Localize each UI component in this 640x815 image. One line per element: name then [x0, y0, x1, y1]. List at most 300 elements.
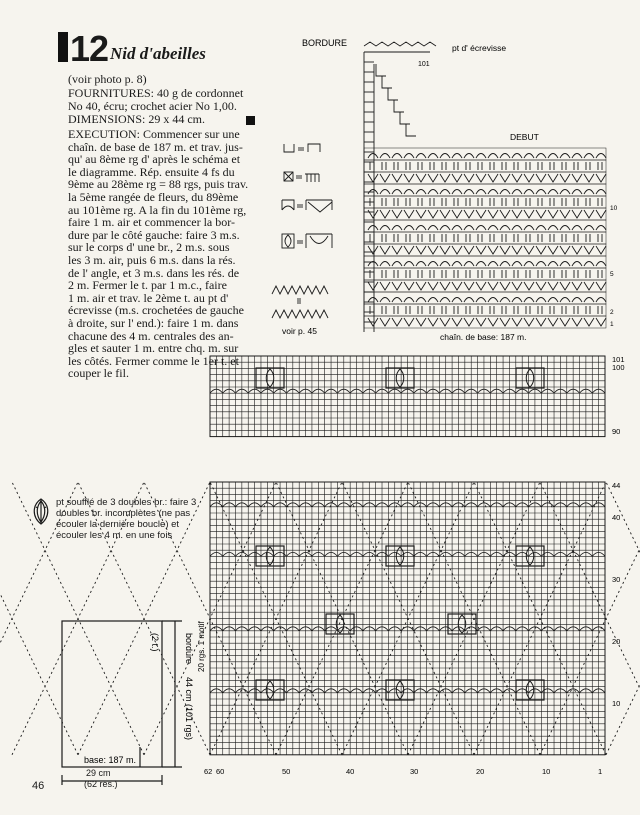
execution-line: chacune des 4 m. centrales des an- — [68, 328, 234, 343]
arch-mark — [452, 226, 462, 231]
supplies-line: No 40, écru; crochet acier No 1,00. — [68, 98, 237, 113]
dimensions-value: 29 x 44 cm. — [148, 112, 206, 126]
corner-step — [406, 124, 416, 136]
zigzag-mark — [536, 246, 546, 254]
arch-mark — [392, 154, 402, 159]
zigzag-mark — [572, 174, 582, 182]
schematic-height-label: 44 cm (101 rgs) — [184, 677, 194, 741]
photo-reference: (voir photo p. 8) — [68, 72, 147, 86]
corner-step — [400, 112, 410, 124]
row-mark: 10 — [610, 205, 618, 212]
execution-line: faire 1 m. air et commencer la bor- — [68, 215, 236, 230]
zigzag-mark — [404, 246, 414, 254]
arch-mark — [596, 154, 606, 159]
zigzag-symbol — [272, 286, 328, 294]
chart-col-mark: 50 — [282, 767, 291, 776]
arch-mark — [440, 226, 450, 231]
lattice-line — [606, 482, 640, 755]
zigzag-mark — [380, 246, 390, 254]
arch-mark — [428, 298, 438, 303]
supplies-block — [68, 87, 268, 112]
bobble-block-symbol — [282, 234, 294, 248]
chart-col-mark: 62 — [204, 767, 213, 776]
zigzag-mark — [548, 282, 558, 290]
zigzag-mark — [500, 282, 510, 290]
arch-mark — [560, 226, 570, 231]
zigzag-mark — [536, 210, 546, 218]
arch-mark — [380, 190, 390, 195]
start-row — [364, 256, 606, 268]
execution-line: les 3 m. air, puis 6 m.s. dans la rés. — [68, 252, 236, 267]
see-page-label: voir p. 45 — [282, 326, 317, 336]
bobble-legend-line: pt soufflé de 3 doubles br.: faire 3 — [56, 497, 197, 508]
zigzag-mark — [524, 210, 534, 218]
execution-line: chaîn. de base de 187 m. et trav. jus- — [68, 139, 243, 154]
zigzag-mark — [416, 318, 426, 326]
arch-mark — [476, 154, 486, 159]
zigzag-mark — [560, 318, 570, 326]
zigzag-mark — [440, 318, 450, 326]
zigzag-mark — [392, 174, 402, 182]
zigzag-mark — [560, 210, 570, 218]
flower-motif — [516, 368, 544, 388]
arch-mark — [524, 226, 534, 231]
zigzag-chart-symbol — [272, 310, 328, 318]
zigzag-mark — [596, 174, 606, 182]
arch-mark — [572, 190, 582, 195]
execution-line: Commencer sur une — [143, 127, 240, 141]
zigzag-mark — [380, 174, 390, 182]
zigzag-mark — [548, 318, 558, 326]
zigzag-mark — [560, 246, 570, 254]
execution-line: couper le fil. — [68, 366, 129, 381]
chart-row-mark: 40 — [612, 513, 621, 522]
bobble-legend-text — [56, 497, 206, 541]
start-row — [364, 316, 606, 328]
schematic-width-rows: (62 rés.) — [84, 779, 118, 789]
arch-mark — [476, 298, 486, 303]
arch-mark — [428, 154, 438, 159]
bobble-legend-line: écouler les 4 m. en une fois — [56, 530, 173, 541]
flower-motif — [516, 680, 544, 700]
arch-mark — [476, 190, 486, 195]
start-row — [364, 172, 606, 184]
arch-mark — [476, 262, 486, 267]
arch-mark — [500, 226, 510, 231]
arch-mark — [416, 298, 426, 303]
zigzag-mark — [512, 318, 522, 326]
execution-line: qu' au 8ème rg d' après le schéma et — [68, 152, 241, 167]
corner-step — [388, 88, 398, 100]
arch-mark — [500, 262, 510, 267]
zigzag-mark — [584, 210, 594, 218]
arch-mark — [512, 262, 522, 267]
chart-col-mark: 30 — [410, 767, 419, 776]
execution-label: EXECUTION: — [68, 127, 140, 141]
arch-mark — [380, 154, 390, 159]
chart-col-mark: 40 — [346, 767, 355, 776]
corner-step — [382, 76, 392, 88]
zigzag-mark — [464, 318, 474, 326]
zigzag-mark — [416, 246, 426, 254]
chart-col-mark: 10 — [542, 767, 551, 776]
arch-mark — [500, 298, 510, 303]
bobble-mark — [396, 369, 404, 387]
arch-mark — [380, 298, 390, 303]
zigzag-mark — [428, 282, 438, 290]
zigzag-mark — [548, 210, 558, 218]
mesh-chart-symbol — [308, 144, 320, 152]
arch-mark — [584, 262, 594, 267]
zigzag-mark — [476, 282, 486, 290]
zigzag-mark — [440, 174, 450, 182]
arch-chart-symbol — [306, 200, 332, 212]
zigzag-mark — [452, 246, 462, 254]
arch-mark — [452, 190, 462, 195]
chart-col-mark: 60 — [216, 767, 225, 776]
execution-block — [68, 128, 268, 380]
schematic-rectangle — [62, 621, 162, 767]
bobble-mark — [396, 681, 404, 699]
execution-line: 1 m. air et trav. le 2ème t. au pt d' — [68, 290, 229, 305]
end-square-marker — [246, 116, 255, 125]
start-row — [364, 268, 606, 280]
arch-mark — [476, 226, 486, 231]
bobble-legend-line: écouler la dernière boucle) et — [56, 519, 180, 530]
arch-mark — [536, 154, 546, 159]
zigzag-mark — [476, 318, 486, 326]
arch-mark — [440, 190, 450, 195]
zigzag-mark — [416, 174, 426, 182]
zigzag-mark — [416, 282, 426, 290]
zigzag-mark — [404, 282, 414, 290]
arch-mark — [536, 298, 546, 303]
corner-step — [376, 64, 386, 76]
zigzag-mark — [416, 210, 426, 218]
zigzag-mark — [488, 246, 498, 254]
arch-mark — [464, 154, 474, 159]
arch-mark — [416, 190, 426, 195]
zigzag-mark — [380, 318, 390, 326]
chart-row-mark: 20 — [612, 637, 621, 646]
chart-row-mark: 100 — [612, 363, 625, 372]
arch-mark — [488, 262, 498, 267]
zigzag-mark — [380, 210, 390, 218]
zigzag-mark — [464, 246, 474, 254]
zigzag-mark — [392, 210, 402, 218]
arch-mark — [416, 262, 426, 267]
bobble-mark — [526, 681, 534, 699]
arch-mark — [440, 262, 450, 267]
zigzag-mark — [584, 318, 594, 326]
arch-mark — [464, 262, 474, 267]
arch-mark — [392, 226, 402, 231]
arch-mark — [452, 298, 462, 303]
arch-mark — [428, 262, 438, 267]
zigzag-mark — [404, 210, 414, 218]
arch-mark — [464, 298, 474, 303]
arch-mark — [560, 154, 570, 159]
zigzag-mark — [368, 282, 378, 290]
arch-mark — [596, 226, 606, 231]
arch-mark — [416, 226, 426, 231]
zigzag-mark — [392, 318, 402, 326]
page-number: 46 — [32, 780, 45, 792]
arch-mark — [464, 226, 474, 231]
arch-mark — [548, 262, 558, 267]
flower-motif — [386, 546, 414, 566]
zigzag-mark — [488, 210, 498, 218]
zigzag-mark — [560, 174, 570, 182]
start-row — [364, 208, 606, 220]
flower-motif — [386, 680, 414, 700]
zigzag-mark — [512, 282, 522, 290]
arch-mark — [440, 298, 450, 303]
arch-mark — [548, 226, 558, 231]
bordure-label: BORDURE — [302, 38, 348, 48]
start-row — [364, 244, 606, 256]
arch-mark — [584, 226, 594, 231]
zigzag-mark — [512, 210, 522, 218]
supplies-line: 40 g de cordonnet — [157, 86, 244, 100]
lattice-line — [606, 482, 640, 755]
execution-line: dure par le côté gauche: faire 3 m.s. — [68, 227, 240, 242]
zigzag-mark — [464, 174, 474, 182]
zigzag-mark — [452, 318, 462, 326]
zigzag-mark — [524, 246, 534, 254]
zigzag-mark — [572, 246, 582, 254]
border-chart — [302, 38, 630, 348]
arch-mark — [596, 262, 606, 267]
symbol-legend — [270, 138, 340, 338]
arch-mark — [572, 262, 582, 267]
zigzag-mark — [380, 282, 390, 290]
zigzag-mark — [392, 246, 402, 254]
execution-line: les côtés. Fermer comme le 1er t. et — [68, 353, 239, 368]
zigzag-mark — [404, 318, 414, 326]
arch-mark — [392, 298, 402, 303]
bobble-mark — [526, 547, 534, 565]
mesh-symbol — [284, 144, 294, 152]
block-chart-symbol — [305, 174, 319, 182]
arch-mark — [428, 226, 438, 231]
base-chain-label: chaîn. de base: 187 m. — [440, 332, 527, 342]
arch-mark — [488, 154, 498, 159]
execution-line: le diagramme. Rép. ensuite 4 fs du — [68, 164, 235, 179]
arch-mark — [572, 154, 582, 159]
row-mark: 5 — [610, 271, 614, 278]
arch-mark — [392, 190, 402, 195]
arch-mark — [596, 298, 606, 303]
zigzag-mark — [536, 282, 546, 290]
arch-mark — [584, 190, 594, 195]
arch-mark — [380, 262, 390, 267]
zigzag-mark — [392, 282, 402, 290]
start-row — [364, 220, 606, 232]
flower-motif — [386, 368, 414, 388]
chart-row-mark: 90 — [612, 427, 621, 436]
zigzag-mark — [536, 174, 546, 182]
arch-mark — [548, 298, 558, 303]
zigzag-mark — [368, 210, 378, 218]
arch-mark — [560, 262, 570, 267]
zigzag-mark — [596, 210, 606, 218]
zigzag-mark — [560, 282, 570, 290]
arch-mark — [596, 190, 606, 195]
zigzag-mark — [428, 210, 438, 218]
zigzag-mark — [596, 282, 606, 290]
bobble-legend-line: doubles br. incomplètes (ne pas — [56, 508, 191, 519]
arch-mark — [464, 190, 474, 195]
arch-mark — [500, 154, 510, 159]
zigzag-mark — [428, 246, 438, 254]
arch-mark — [488, 190, 498, 195]
zigzag-mark — [500, 210, 510, 218]
arch-mark — [500, 190, 510, 195]
zigzag-mark — [500, 174, 510, 182]
execution-line: 2 m. Fermer le t. par 1 m.c., faire — [68, 278, 227, 293]
pattern-number: 12 — [70, 28, 109, 69]
arch-mark — [404, 298, 414, 303]
arch-mark — [572, 226, 582, 231]
schematic-base-label: base: 187 m. — [83, 755, 136, 765]
arch-symbol — [282, 200, 294, 210]
supplies-label: FOURNITURES: — [68, 86, 155, 100]
arch-mark — [536, 190, 546, 195]
schematic-border-rows: (2 t.) — [150, 633, 160, 652]
dimensions-block — [68, 113, 268, 126]
arch-mark — [488, 226, 498, 231]
flower-motif — [516, 546, 544, 566]
zigzag-mark — [512, 174, 522, 182]
arch-mark — [404, 262, 414, 267]
arch-mark — [524, 190, 534, 195]
execution-line: sur le corps d' une br., 2 m.s. sous — [68, 240, 230, 255]
arch-mark — [368, 226, 378, 231]
arch-mark — [560, 190, 570, 195]
zigzag-mark — [572, 318, 582, 326]
bobble-mark — [526, 369, 534, 387]
arch-mark — [524, 262, 534, 267]
debut-label: DEBUT — [510, 132, 539, 142]
arch-mark — [392, 262, 402, 267]
arch-mark — [404, 226, 414, 231]
zigzag-mark — [368, 246, 378, 254]
arch-mark — [428, 190, 438, 195]
arch-mark — [512, 154, 522, 159]
crab-stitch-label: pt d' écrevisse — [452, 43, 507, 53]
execution-line: gles et sauter 1 m. entre chq. m. sur — [68, 341, 239, 356]
zigzag-mark — [452, 174, 462, 182]
arch-mark — [584, 154, 594, 159]
zigzag-mark — [584, 174, 594, 182]
number-marker — [58, 32, 68, 62]
zigzag-mark — [596, 318, 606, 326]
zigzag-mark — [548, 174, 558, 182]
zigzag-mark — [488, 282, 498, 290]
start-row — [364, 232, 606, 244]
arch-mark — [512, 226, 522, 231]
arch-mark — [380, 226, 390, 231]
arch-mark — [512, 190, 522, 195]
zigzag-mark — [584, 246, 594, 254]
arch-mark — [548, 190, 558, 195]
zigzag-mark — [440, 210, 450, 218]
start-row — [364, 148, 606, 160]
zigzag-mark — [452, 210, 462, 218]
chart-col-mark: 1 — [598, 767, 603, 776]
start-row — [364, 280, 606, 292]
arch-mark — [572, 298, 582, 303]
arch-mark — [404, 154, 414, 159]
zigzag-mark — [524, 174, 534, 182]
execution-line: à droite, sur l' end.): faire 1 m. dans — [68, 315, 239, 330]
zigzag-mark — [548, 246, 558, 254]
execution-line: 9ème au 28ème rg = 88 rgs, puis trav. — [68, 177, 249, 192]
arch-mark — [536, 262, 546, 267]
arch-mark — [416, 154, 426, 159]
zigzag-mark — [440, 282, 450, 290]
bobble-mark — [396, 547, 404, 565]
zigzag-mark — [488, 318, 498, 326]
corner-step — [394, 100, 404, 112]
arch-mark — [440, 154, 450, 159]
arch-mark — [452, 262, 462, 267]
execution-line: écrevisse (m.s. crochetées de gauche — [68, 303, 244, 318]
arch-mark — [368, 298, 378, 303]
arch-mark — [512, 298, 522, 303]
arch-mark — [452, 154, 462, 159]
zigzag-mark — [404, 174, 414, 182]
schematic-border-label: bordure — [184, 633, 194, 665]
arch-mark — [560, 298, 570, 303]
execution-line: de l' angle, et 3 m.s. dans les rés. de — [68, 265, 240, 280]
zigzag-mark — [440, 246, 450, 254]
dimensions-label: DIMENSIONS: — [68, 112, 146, 126]
zigzag-mark — [584, 282, 594, 290]
main-chart — [197, 354, 640, 784]
zigzag-mark — [476, 174, 486, 182]
zigzag-mark — [428, 174, 438, 182]
arch-mark — [488, 298, 498, 303]
execution-line: la 5ème rangée de fleurs, du 89ème — [68, 189, 239, 204]
bobble-chart-symbol — [306, 234, 332, 248]
row-mark: 2 — [610, 309, 614, 316]
zigzag-mark — [464, 282, 474, 290]
schematic-width-label: 29 cm — [86, 768, 111, 778]
zigzag-mark — [536, 318, 546, 326]
arch-mark — [524, 154, 534, 159]
chart-col-mark: 20 — [476, 767, 485, 776]
chart-row-mark: 10 — [612, 699, 621, 708]
zigzag-mark — [524, 318, 534, 326]
start-row — [364, 160, 606, 172]
arch-mark — [536, 226, 546, 231]
zigzag-mark — [452, 282, 462, 290]
zigzag-mark — [596, 246, 606, 254]
zigzag-mark — [524, 282, 534, 290]
execution-line: au 101ème rg. A la fin du 101ème rg, — [68, 202, 247, 217]
start-row — [364, 304, 606, 316]
zigzag-mark — [572, 282, 582, 290]
zigzag-mark — [488, 174, 498, 182]
start-row — [364, 196, 606, 208]
crab-stitch-row — [364, 42, 436, 46]
chart-row-mark: 101 — [612, 355, 625, 364]
chart-row-mark: 44 — [612, 481, 621, 490]
zigzag-mark — [368, 174, 378, 182]
arch-mark — [404, 190, 414, 195]
